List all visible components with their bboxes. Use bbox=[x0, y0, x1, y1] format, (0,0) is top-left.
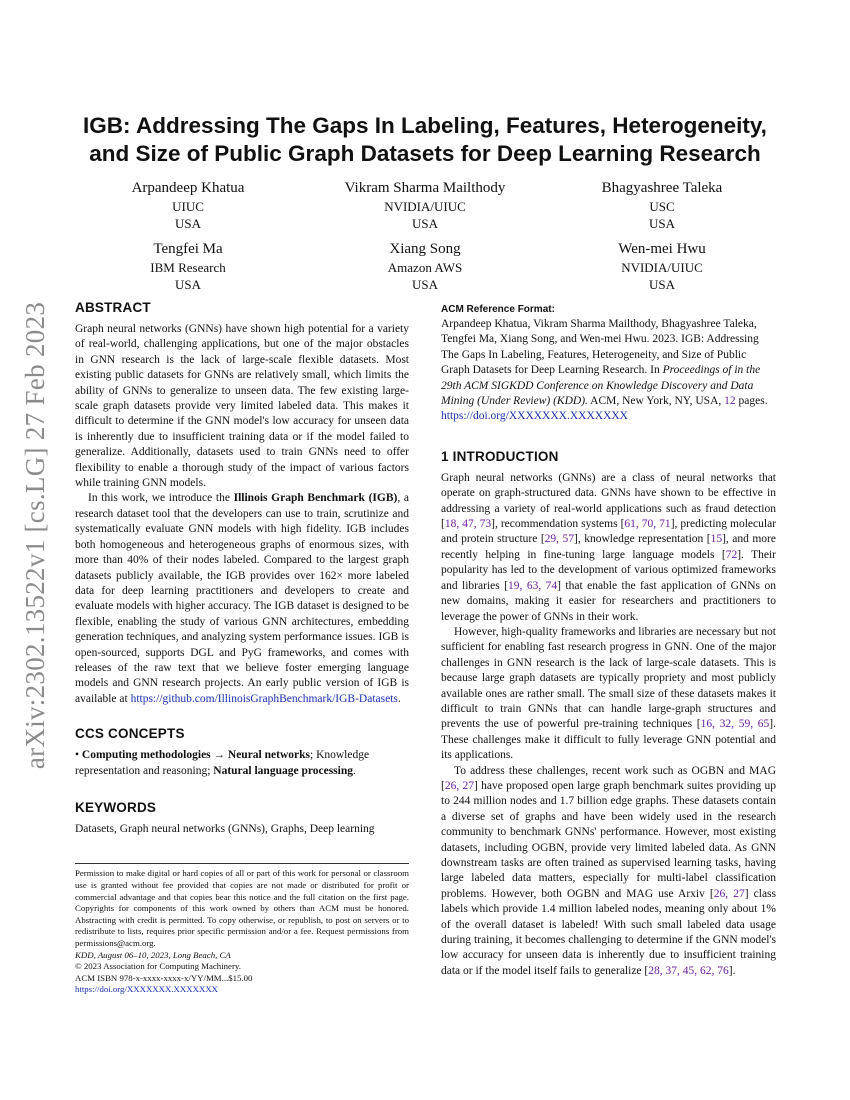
left-column bbox=[75, 300, 409, 996]
author-name: Wen-mei Hwu bbox=[618, 241, 706, 257]
arxiv-id: arXiv:2302.13522v1 [cs.LG] 27 Feb 2023 bbox=[20, 301, 51, 769]
author-name: Arpandeep Khatua bbox=[131, 180, 245, 196]
arxiv-stamp bbox=[14, 300, 58, 770]
right-column bbox=[441, 304, 776, 979]
author bbox=[70, 178, 306, 232]
venue: KDD, August 06–10, 2023, Long Beach, CA bbox=[75, 949, 231, 960]
citation[interactable]: 28, 37, 45, 62, 76 bbox=[648, 964, 729, 977]
abstract-heading: ABSTRACT bbox=[75, 300, 151, 315]
keywords-text: Datasets, Graph neural networks (GNNs), Graphs, Deep learning bbox=[75, 822, 375, 835]
ccs-heading: CCS CONCEPTS bbox=[75, 726, 185, 742]
citation[interactable]: 29, 57 bbox=[544, 533, 575, 546]
author-affiliation: UIUC bbox=[172, 199, 204, 214]
keywords-heading: KEYWORDS bbox=[75, 799, 157, 815]
author-affiliation: USC bbox=[649, 199, 675, 214]
author-affiliation: NVIDIA/UIUC bbox=[621, 260, 703, 275]
author bbox=[307, 239, 543, 293]
acm-doi-link[interactable]: https://doi.org/XXXXXXX.XXXXXXX bbox=[441, 410, 628, 423]
author-country: USA bbox=[648, 277, 675, 292]
paper-title: IGB: Addressing The Gaps In Labeling, Features, Heterogeneity, and Size of Public Graph Datasets for Deep Learning Research bbox=[83, 113, 767, 166]
citation[interactable]: 61, 70, 71 bbox=[624, 518, 671, 531]
acm-reference-heading: ACM Reference Format: bbox=[441, 304, 555, 315]
author-country: USA bbox=[411, 277, 438, 292]
author-row bbox=[70, 239, 780, 293]
footnote-block bbox=[75, 863, 409, 996]
page-count: 12 bbox=[724, 395, 736, 408]
author bbox=[544, 239, 780, 293]
author-block bbox=[70, 178, 780, 300]
footnote-rule bbox=[75, 863, 409, 864]
author-country: USA bbox=[411, 216, 438, 231]
author bbox=[544, 178, 780, 232]
ccs-text: • Computing methodologies → Neural networks; Knowledge representation and reasoning; Natural language processing. bbox=[75, 749, 370, 777]
isbn: ACM ISBN 978-x-xxxx-xxxx-x/YY/MM...$15.00 bbox=[75, 972, 253, 983]
introduction-heading: 1 INTRODUCTION bbox=[441, 448, 559, 464]
author-affiliation: Amazon AWS bbox=[387, 260, 463, 275]
author-country: USA bbox=[174, 277, 201, 292]
abstract-paragraph: In this work, we introduce the Illinois Graph Benchmark (IGB), a research dataset tool that the developers can use to train, scrutinize and systematically evaluate GNN models with high fidelity. IGB includes both homogeneous and heterogeneous graphs of enormous sizes, with more than 40% of their nodes labeled. Compared to the largest graph datasets publicly available, the IGB provides over 162× more labeled data for deep learning practitioners and developers to create and evaluate models with higher accuracy. The IGB dataset is designed to be flexible, enabling the study of various GNN architectures, embedding generation techniques, and analyzing system performance issues. IGB is open-sourced, supports DGL and PyG frameworks, and comes with releases of the raw text that we believe foster emerging language models and GNN research projects. An early public version of IGB is available at https://github.com/IllinoisGraphBenchmark/IGB-Datasets. bbox=[75, 492, 410, 705]
author bbox=[307, 178, 543, 232]
citation[interactable]: 26, 27 bbox=[713, 887, 745, 900]
author-affiliation: NVIDIA/UIUC bbox=[384, 199, 466, 214]
citation[interactable]: 18, 47, 73 bbox=[444, 518, 492, 531]
permission-notice: Permission to make digital or hard copies of all or part of this work for personal or classroom use is granted without fee provided that copies are not made or distributed for profit or commercial advantage and that copies bear this notice and the full citation on the first page. Copyrights for components of this work owned by others than ACM must be honored. Abstracting with credit is permitted. To copy otherwise, or republish, to post on servers or to redistribute to lists, requires prior specific permission and/or a fee. Request permissions from permissions@acm.org. bbox=[75, 868, 409, 948]
copyright: © 2023 Association for Computing Machinery. bbox=[75, 961, 241, 972]
citation[interactable]: 15 bbox=[710, 533, 723, 546]
citation[interactable]: 72 bbox=[725, 548, 738, 561]
author-name: Tengfei Ma bbox=[153, 241, 223, 257]
author-name: Bhagyashree Taleka bbox=[601, 180, 723, 196]
citation[interactable]: 26, 27 bbox=[444, 779, 474, 792]
author-country: USA bbox=[648, 216, 675, 231]
author-country: USA bbox=[174, 216, 201, 231]
citation[interactable]: 16, 32, 59, 65 bbox=[700, 718, 770, 731]
intro-paragraph: Graph neural networks (GNNs) are a class of neural networks that operate on graph-structured data. GNNs have shown to be effective in addressing a variety of real-world applications such as fraud detection [18, 47, 73], recommendation systems [61, 70, 71], predicting molecular and protein structure [29, 57], knowledge representation [15], and more recently helping in fine-tuning large language models [72]. Their popularity has led to the development of various optimized frameworks and libraries [19, 63, 74] that enable the fast application of GNNs on new domains, making it easier for researchers and practitioners to leverage the power of GNNs in their work. bbox=[441, 471, 777, 623]
author-name: Vikram Sharma Mailthody bbox=[344, 180, 506, 196]
author-name: Xiang Song bbox=[389, 241, 461, 257]
intro-paragraph: To address these challenges, recent work such as OGBN and MAG [26, 27] have proposed open large graph benchmark suites providing up to 244 million nodes and 1.7 billion edge graphs. These datasets contain a diverse set of graphs and have been widely used in the research community to benchmark GNNs' performance. However, most existing datasets, including OGBN, provide very limited labeled data. As GNN downstream tasks are often trained as supervised learning tasks, having large labeled data matters, especially for multi-label classification problems. However, both OGBN and MAG use Arxiv [26, 27] class labels which provide 1.4 million labeled nodes, meaning only about 1% of the overall dataset is labeled! With such small labeled data usage during training, it becomes challenging to determine if the GNN model's low accuracy for unseen data is inherently due to insufficient training data or if the model itself fails to generalize [28, 37, 45, 62, 76]. bbox=[441, 764, 777, 977]
abstract-paragraph: Graph neural networks (GNNs) have shown high potential for a variety of real-world, challenging applications, but one of the major obstacles in GNN research is the lack of large-scale flexible datasets. Most existing public datasets for GNNs are relatively small, which limits the ability of GNNs to generalize to unseen data. The few existing large-scale graph datasets provide very limited labeled data. This makes it difficult to determine if the GNN model's low accuracy for unseen data is inherently due to insufficient training data or if the model failed to generalize. Additionally, datasets used to train GNNs need to offer flexibility to enable a thorough study of the impact of various factors while training GNN models. bbox=[75, 323, 409, 490]
acm-reference-text: Arpandeep Khatua, Vikram Sharma Mailthody, Bhagyashree Taleka, Tengfei Ma, Xiang Song, and Wen-mei Hwu. 2023. IGB: Addressing The Gaps In Labeling, Features, Heterogeneity, and Size of Public Graph Datasets for Deep Learning Research. In Proceedings of in the 29th ACM SIGKDD Conference on Knowledge Discovery and Data Mining (Under Review) (KDD). ACM, New York, NY, USA, 12 pages. https://doi.org/XXXXXXX.XXXXXXX bbox=[441, 318, 768, 423]
author bbox=[70, 239, 306, 293]
author-row bbox=[70, 178, 780, 232]
intro-paragraph: However, high-quality frameworks and libraries are necessary but not sufficient for enabling fast research progress in GNN. One of the major challenges in GNN research is the lack of large-scale datasets. This is because large graph datasets are typically propriety and most publicly available ones are rather small. The small size of these datasets makes it difficult to train GNNs that can handle large-graph structures and prevents the use of powerful pre-training techniques [16, 32, 59, 65]. These challenges make it difficult to fully leverage GNN potential and its applications. bbox=[441, 625, 776, 762]
github-link[interactable]: https://github.com/IllinoisGraphBenchmark/IGB-Datasets bbox=[130, 692, 398, 705]
doi-link[interactable]: https://doi.org/XXXXXXX.XXXXXXX bbox=[75, 984, 219, 995]
author-affiliation: IBM Research bbox=[150, 260, 226, 275]
citation[interactable]: 19, 63, 74 bbox=[508, 579, 558, 592]
